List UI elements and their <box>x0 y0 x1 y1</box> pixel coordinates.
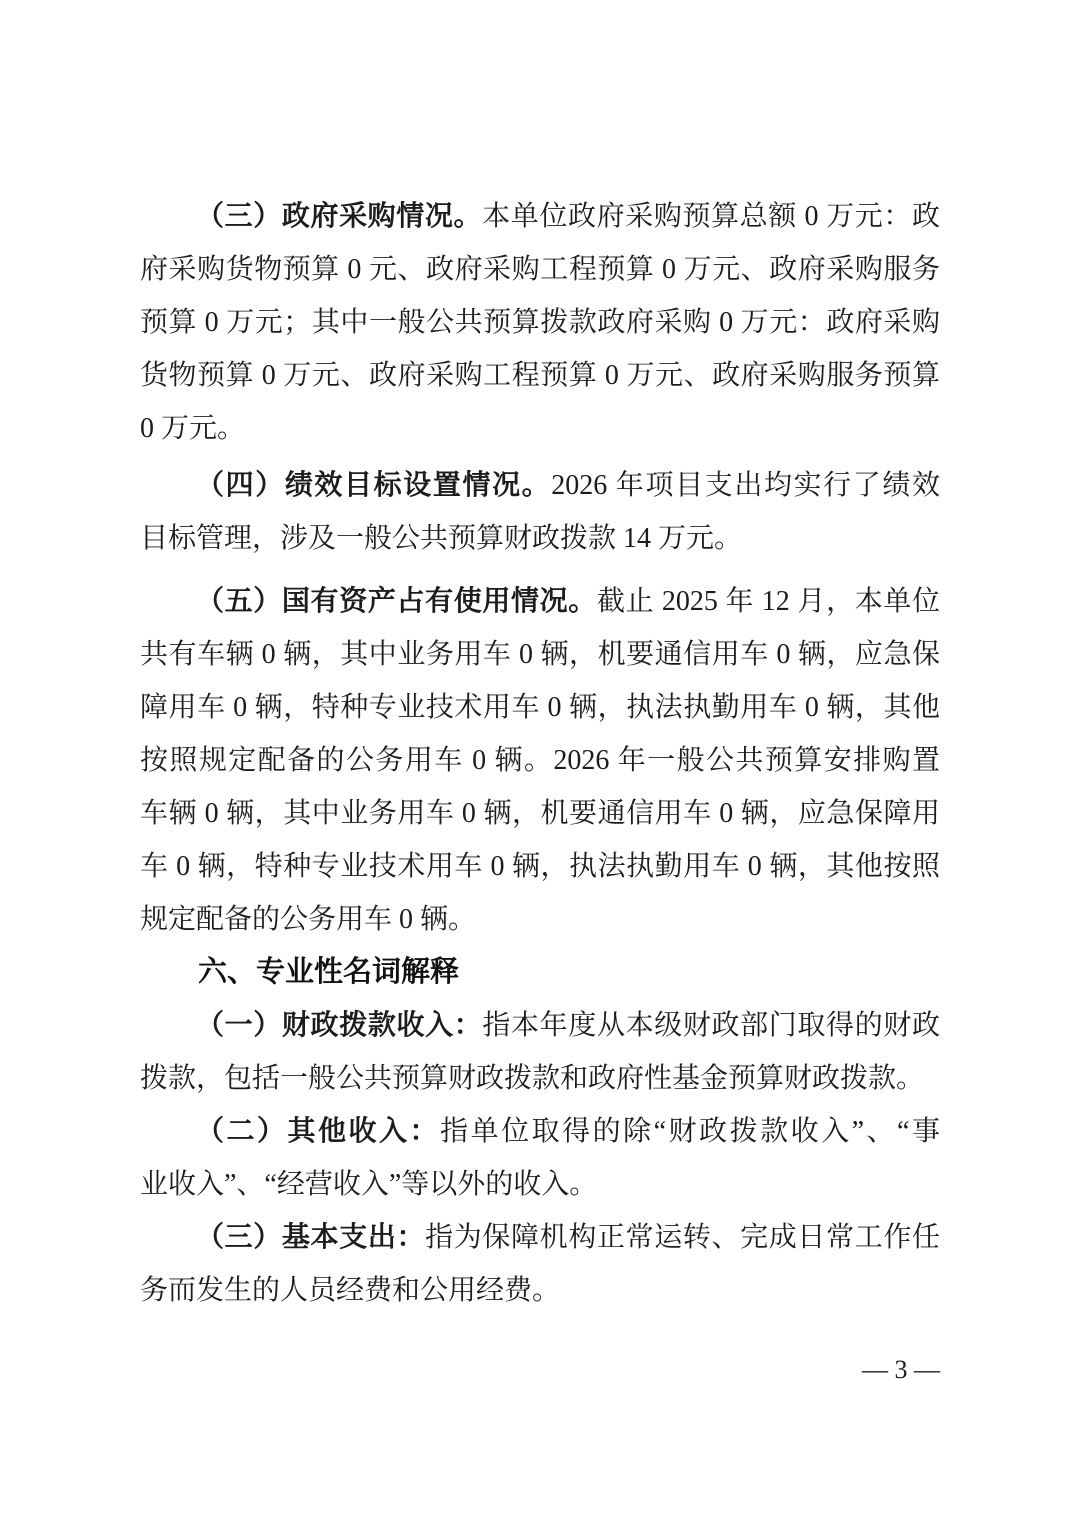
paragraph-performance-targets <box>140 459 940 565</box>
paragraph-lead: （五）国有资产占有使用情况。 <box>196 586 597 617</box>
paragraph-fiscal-appropriation-income <box>140 999 940 1105</box>
paragraph-lead: （三）基本支出： <box>196 1222 426 1253</box>
paragraph-line <box>140 459 940 512</box>
document-body <box>140 190 940 1317</box>
paragraph-line: 按照规定配备的公务用车 0 辆。2026 年一般公共预算安排购置 <box>140 745 940 776</box>
paragraph-line <box>140 1211 940 1264</box>
paragraph-text: 截止 2025 年 12 月，本单位 <box>596 586 940 617</box>
paragraph-line: 业收入”、“经营收入”等以外的收入。 <box>140 1169 598 1200</box>
paragraph-line <box>140 190 940 243</box>
paragraph-lead: （一）财政拨款收入： <box>196 1010 483 1041</box>
paragraph-line: 车 0 辆，特种专业技术用车 0 辆，执法执勤用车 0 辆，其他按照 <box>140 851 940 882</box>
page-number: — 3 — <box>862 1355 940 1384</box>
paragraph-text: 指单位取得的除“财政拨款收入”、“事 <box>440 1116 940 1147</box>
paragraph-gov-procurement <box>140 190 940 455</box>
paragraph-line: 务而发生的人员经费和公用经费。 <box>140 1275 561 1306</box>
paragraph-text: 2026 年项目支出均实行了绩效 <box>551 470 940 501</box>
section-heading-glossary: 六、专业性名词解释 <box>198 956 460 988</box>
paragraph-line <box>140 575 940 628</box>
paragraph-line: 预算 0 万元；其中一般公共预算拨款政府采购 0 万元：政府采购 <box>140 307 940 338</box>
paragraph-line: 车辆 0 辆，其中业务用车 0 辆，机要通信用车 0 辆，应急保障用 <box>140 798 940 829</box>
paragraph-line <box>140 1105 940 1158</box>
paragraph-line: 0 万元。 <box>140 413 246 444</box>
paragraph-text: 指本年度从本级财政部门取得的财政 <box>482 1010 940 1041</box>
paragraph-line: 府采购货物预算 0 元、政府采购工程预算 0 万元、政府采购服务 <box>140 254 940 285</box>
paragraph-lead: （二）其他收入： <box>196 1116 441 1147</box>
paragraph-lead: （四）绩效目标设置情况。 <box>196 470 552 501</box>
paragraph-line: 障用车 0 辆，特种专业技术用车 0 辆，执法执勤用车 0 辆，其他 <box>140 692 940 723</box>
paragraph-other-income <box>140 1105 940 1211</box>
paragraph-line: 货物预算 0 万元、政府采购工程预算 0 万元、政府采购服务预算 <box>140 360 940 391</box>
paragraph-line <box>140 999 940 1052</box>
paragraph-text: 本单位政府采购预算总额 0 万元：政 <box>482 201 940 232</box>
paragraph-text: 指为保障机构正常运转、完成日常工作任 <box>425 1222 940 1253</box>
paragraph-lead: （三）政府采购情况。 <box>196 201 483 232</box>
paragraph-line: 共有车辆 0 辆，其中业务用车 0 辆，机要通信用车 0 辆，应急保 <box>140 639 940 670</box>
paragraph-line: 规定配备的公务用车 0 辆。 <box>140 904 477 935</box>
paragraph-basic-expenditure <box>140 1211 940 1317</box>
paragraph-line: 拨款，包括一般公共预算财政拨款和政府性基金预算财政拨款。 <box>140 1063 925 1094</box>
paragraph-state-assets <box>140 575 940 946</box>
paragraph-line: 目标管理，涉及一般公共预算财政拨款 14 万元。 <box>140 523 743 554</box>
